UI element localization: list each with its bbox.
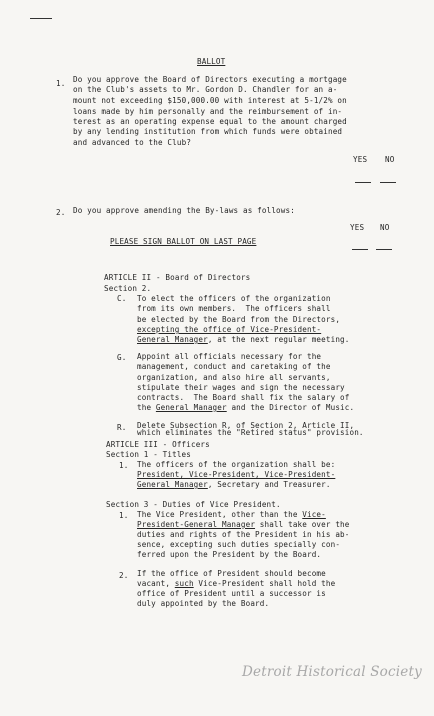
q1-line-7: and advanced to the Club? xyxy=(73,138,192,147)
q2-yes-blank[interactable] xyxy=(352,249,368,250)
titles-item-1-line-3-underlined: General Manager xyxy=(137,480,208,489)
article-3-section-3: Section 3 - Duties of Vice President. xyxy=(106,500,281,509)
duties-item-2-label: 2. xyxy=(119,571,129,580)
item-g-line-6-underlined: General Manager xyxy=(155,403,227,412)
watermark-logo: Detroit Historical Society xyxy=(242,664,422,680)
duties-item-2-line-2 xyxy=(137,579,335,590)
item-g-line-1: Appoint all officials necessary for the xyxy=(137,352,322,361)
duties-item-1-label: 1. xyxy=(119,511,129,520)
duties-item-1-line-2-underlined: President-General Manager xyxy=(137,520,256,529)
item-r-line-2: which eliminates the "Retired status" provision. xyxy=(137,428,364,437)
article-2-heading: ARTICLE II - Board of Directors xyxy=(104,273,251,282)
item-g-line-6-pre: the xyxy=(137,403,156,412)
q1-line-5: terest as an operating expense equal to the amount charged xyxy=(73,117,347,126)
article-2-section: Section 2. xyxy=(104,284,152,293)
titles-item-1-line-3-rest: , Secretary and Treasurer. xyxy=(207,480,331,489)
duties-item-2-line-3: office of President until a successor is xyxy=(137,589,326,598)
duties-item-1-line-3: duties and rights of the President in his ab- xyxy=(137,530,350,539)
sign-ballot-notice: PLEASE SIGN BALLOT ON LAST PAGE xyxy=(110,237,257,246)
duties-item-1-line-4: sence, excepting such duties specially con- xyxy=(137,540,341,549)
corner-mark xyxy=(30,18,52,19)
item-r-label: R. xyxy=(117,423,127,432)
item-c-label: C. xyxy=(117,294,127,303)
item-g-line-5: contracts. The Board shall fix the salary of xyxy=(137,393,350,402)
item-c-line-3: be elected by the Board from the Directors, xyxy=(137,315,341,324)
article-3-heading: ARTICLE III - Officers xyxy=(106,440,210,449)
titles-item-1-label: 1. xyxy=(119,461,129,470)
item-c-line-5 xyxy=(137,335,349,346)
duties-item-1-line-1 xyxy=(137,510,326,521)
titles-item-1-line-2: President, Vice-President, Vice-President- xyxy=(137,470,336,479)
ballot-title: BALLOT xyxy=(197,57,226,66)
q2-yes-label: YES xyxy=(350,223,365,232)
duties-item-1-line-2 xyxy=(137,520,349,531)
q1-line-1: Do you approve the Board of Directors executing a mortgage xyxy=(73,75,347,84)
q1-line-3: mount not exceeding $150,000.00 with interest at 5-1/2% on xyxy=(73,96,347,105)
q1-line-4: loans made by him personally and the reimbursement of in- xyxy=(73,107,343,116)
duties-item-2-line-4: duly appointed by the Board. xyxy=(137,599,270,608)
item-c-line-1: To elect the officers of the organization xyxy=(137,294,331,303)
duties-item-1-line-2-rest: shall take over the xyxy=(255,520,350,529)
titles-item-1-line-3 xyxy=(137,480,331,491)
q1-no-label: NO xyxy=(385,155,395,164)
q1-number: 1. xyxy=(56,79,66,88)
q1-line-6: by any lending institution from which funds were obtained xyxy=(73,127,343,136)
duties-item-2-line-1: If the office of President should become xyxy=(137,569,326,578)
item-c-line-5-underlined: General Manager xyxy=(137,335,208,344)
q1-yes-label: YES xyxy=(353,155,368,164)
article-3-section-1: Section 1 - Titles xyxy=(106,450,191,459)
duties-item-1-line-1-pre: The Vice President, other than the xyxy=(137,510,303,519)
item-g-line-2: management, conduct and caretaking of the xyxy=(137,362,331,371)
item-c-line-2: from its own members. The officers shall xyxy=(137,304,331,313)
q2-text: Do you approve amending the By-laws as follows: xyxy=(73,206,295,215)
item-r-line-1: Delete Subsection R, of Section 2, Article II, xyxy=(137,421,355,430)
duties-item-1-line-5: ferred upon the President by the Board. xyxy=(137,550,322,559)
item-g-line-3: organization, and also hire all servants, xyxy=(137,373,331,382)
q2-number: 2. xyxy=(56,208,66,217)
q1-line-2: on the Club's assets to Mr. Gordon D. Chandler for an a- xyxy=(73,85,338,94)
duties-item-2-line-2-pre: vacant, xyxy=(137,579,175,588)
q1-no-blank[interactable] xyxy=(380,182,396,183)
q2-no-label: NO xyxy=(380,223,390,232)
q1-yes-blank[interactable] xyxy=(355,182,371,183)
item-g-label: G. xyxy=(117,353,127,362)
duties-item-1-line-1-underlined: Vice- xyxy=(302,510,326,519)
item-g-line-6-post: and the Director of Music. xyxy=(226,403,355,412)
item-g-line-4: stipulate their wages and sign the necessary xyxy=(137,383,345,392)
q2-no-blank[interactable] xyxy=(376,249,392,250)
duties-item-2-line-2-post: Vice-President shall hold the xyxy=(193,579,336,588)
item-c-line-5-rest: , at the next regular meeting. xyxy=(207,335,350,344)
item-g-line-6 xyxy=(137,403,354,414)
item-c-line-4: excepting the office of Vice-President- xyxy=(137,325,322,334)
duties-item-2-line-2-underlined: such xyxy=(174,579,194,588)
titles-item-1-line-1: The officers of the organization shall be: xyxy=(137,460,336,469)
